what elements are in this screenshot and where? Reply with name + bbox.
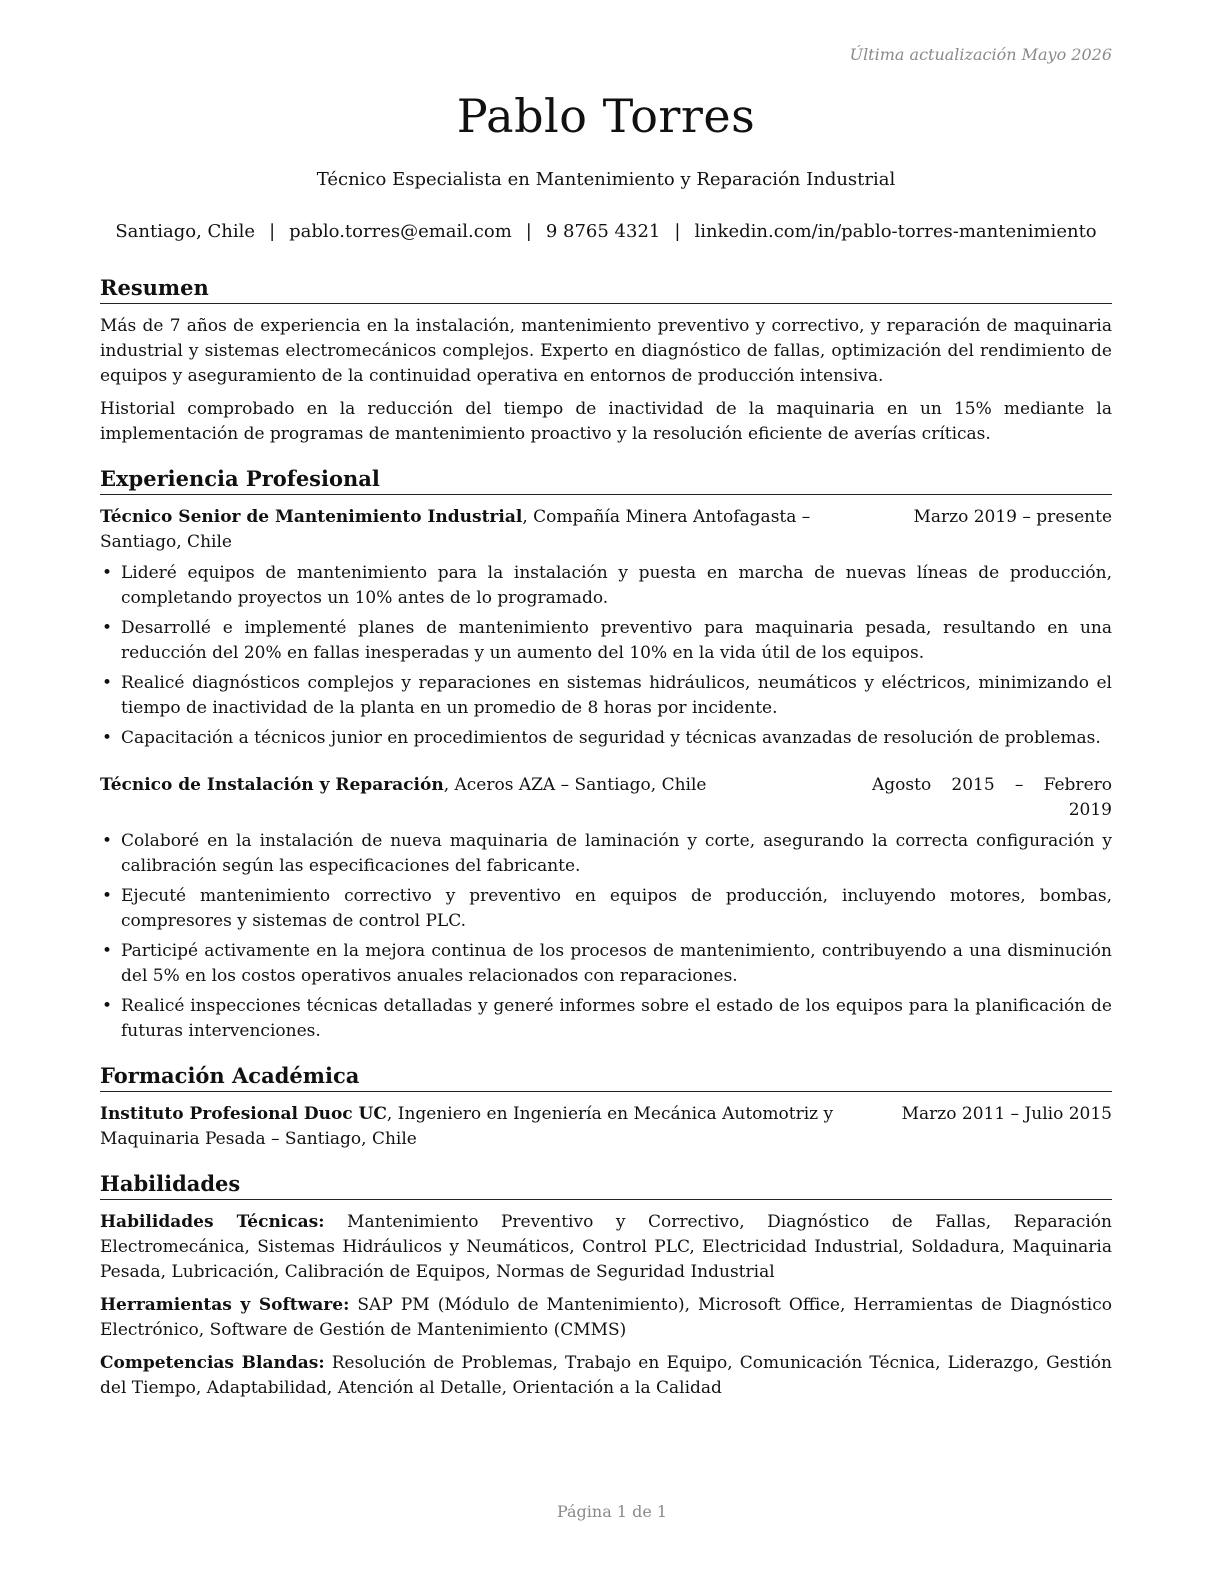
job-role: Técnico de Instalación y Reparación (100, 775, 444, 795)
bullet-icon: • (102, 996, 113, 1016)
skill-label: Competencias Blandas: (100, 1353, 325, 1373)
contact-line (100, 220, 1112, 244)
education-dates: Marzo 2011 – Julio 2015 (901, 1104, 1112, 1124)
summary-section (100, 274, 1112, 447)
bullet-icon: • (102, 673, 113, 693)
list-item (100, 726, 1112, 751)
bullet-icon: • (102, 728, 113, 748)
education-institution: Instituto Profesional Duoc UC (100, 1104, 387, 1124)
contact-separator: | (525, 221, 532, 242)
list-item (100, 616, 1112, 666)
job-bullets (100, 561, 1112, 751)
skill-group-tools (100, 1293, 1112, 1343)
contact-linkedin[interactable]: linkedin.com/in/pablo-torres-mantenimiento (694, 221, 1097, 242)
education-section (100, 1062, 1112, 1152)
section-title-summary: Resumen (100, 274, 1112, 304)
experience-section (100, 465, 1112, 1044)
bullet-text: Ejecuté mantenimiento correctivo y preventivo en equipos de producción, incluyendo motores, bombas, compresores y sistemas de control PLC. (121, 886, 1112, 931)
list-item (100, 994, 1112, 1044)
job-dates: Marzo 2019 – presente (913, 507, 1112, 527)
skill-label: Habilidades Técnicas: (100, 1212, 325, 1232)
bullet-icon: • (102, 886, 113, 906)
education-degree: , Ingeniero en Ingeniería en Mecánica Automotriz y Maquinaria Pesada – Santiago, Chile (100, 1104, 834, 1149)
skill-group-technical (100, 1210, 1112, 1285)
section-title-skills: Habilidades (100, 1170, 1112, 1200)
education-title-line (100, 1102, 902, 1152)
list-item (100, 561, 1112, 611)
job-header (100, 505, 1112, 555)
summary-paragraph: Historial comprobado en la reducción del tiempo de inactividad de la maquinaria en un 15% mediante la implementación de programas de mantenimiento proactivo y la resolución eficiente de averías críticas. (100, 399, 1112, 444)
contact-separator: | (674, 221, 681, 242)
last-updated: Última actualización Mayo 2026 (849, 45, 1112, 64)
job-title-line (100, 505, 913, 555)
candidate-name: Pablo Torres (456, 89, 756, 143)
skill-text: Mantenimiento Preventivo y Correctivo, Diagnóstico de Fallas, Reparación Electromecánica, Sistemas Hidráulicos y Neumáticos, Control PLC, Electricidad Industrial, Soldadura, Maquinaria Pesada, Lubricación, Calibración de Equipos, Normas de Seguridad Industrial (100, 1212, 1112, 1282)
job-entry (100, 773, 1112, 1044)
job-organization: , Compañía Minera Antofagasta – Santiago, Chile (100, 507, 811, 552)
bullet-text: Realicé diagnósticos complejos y reparaciones en sistemas hidráulicos, neumáticos y eléctricos, minimizando el tiempo de inactividad de la planta en un promedio de 8 horas por incidente. (121, 673, 1112, 718)
job-header (100, 773, 1112, 823)
skills-section (100, 1170, 1112, 1401)
job-entry (100, 505, 1112, 751)
job-bullets (100, 829, 1112, 1044)
bullet-text: Capacitación a técnicos junior en procedimientos de seguridad y técnicas avanzadas de resolución de problemas. (121, 728, 1101, 748)
bullet-text: Lideré equipos de mantenimiento para la instalación y puesta en marcha de nuevas líneas de producción, completando proyectos un 10% antes de lo programado. (121, 563, 1112, 608)
bullet-icon: • (102, 831, 113, 851)
job-organization: , Aceros AZA – Santiago, Chile (443, 775, 707, 795)
headline: Técnico Especialista en Mantenimiento y Reparación Industrial (316, 169, 896, 190)
bullet-icon: • (102, 563, 113, 583)
bullet-icon: • (102, 618, 113, 638)
skill-text: Resolución de Problemas, Trabajo en Equipo, Comunicación Técnica, Liderazgo, Gestión del Tiempo, Adaptabilidad, Atención al Detalle, Orientación a la Calidad (100, 1353, 1112, 1398)
list-item (100, 939, 1112, 989)
skill-group-soft (100, 1351, 1112, 1401)
section-title-experience: Experiencia Profesional (100, 465, 1112, 495)
job-dates: Agosto 2015 – Febrero 2019 (872, 775, 1112, 820)
job-role: Técnico Senior de Mantenimiento Industrial (100, 507, 523, 527)
contact-email[interactable]: pablo.torres@email.com (289, 221, 512, 242)
contact-location: Santiago, Chile (115, 221, 256, 242)
skill-text: SAP PM (Módulo de Mantenimiento), Microsoft Office, Herramientas de Diagnóstico Electrónico, Software de Gestión de Mantenimiento (CMMS) (100, 1295, 1112, 1340)
contact-separator: | (269, 221, 276, 242)
bullet-text: Colaboré en la instalación de nueva maquinaria de laminación y corte, asegurando la correcta configuración y calibración según las especificaciones del fabricante. (121, 831, 1112, 876)
bullet-icon: • (102, 941, 113, 961)
list-item (100, 829, 1112, 879)
bullet-text: Realicé inspecciones técnicas detalladas y generé informes sobre el estado de los equipos para la planificación de futuras intervenciones. (121, 996, 1112, 1041)
skill-label: Herramientas y Software: (100, 1295, 350, 1315)
summary-paragraph: Más de 7 años de experiencia en la instalación, mantenimiento preventivo y correctivo, y reparación de maquinaria industrial y sistemas electromecánicos complejos. Experto en diagnóstico de fallas, optimización del rendimiento de equipos y aseguramiento de la continuidad operativa en entornos de producción intensiva. (100, 316, 1112, 386)
bullet-text: Participé activamente en la mejora continua de los procesos de mantenimiento, contribuyendo a una disminución del 5% en los costos operativos anuales relacionados con reparaciones. (121, 941, 1112, 986)
contact-phone: 9 8765 4321 (545, 221, 661, 242)
section-title-education: Formación Académica (100, 1062, 1112, 1092)
list-item (100, 671, 1112, 721)
bullet-text: Desarrollé e implementé planes de mantenimiento preventivo para maquinaria pesada, resultando en una reducción del 20% en fallas inesperadas y un aumento del 10% en la vida útil de los equipos. (121, 618, 1112, 663)
education-entry (100, 1102, 1112, 1152)
page-number: Página 1 de 1 (556, 1502, 668, 1521)
job-title-line (100, 773, 872, 823)
list-item (100, 884, 1112, 934)
